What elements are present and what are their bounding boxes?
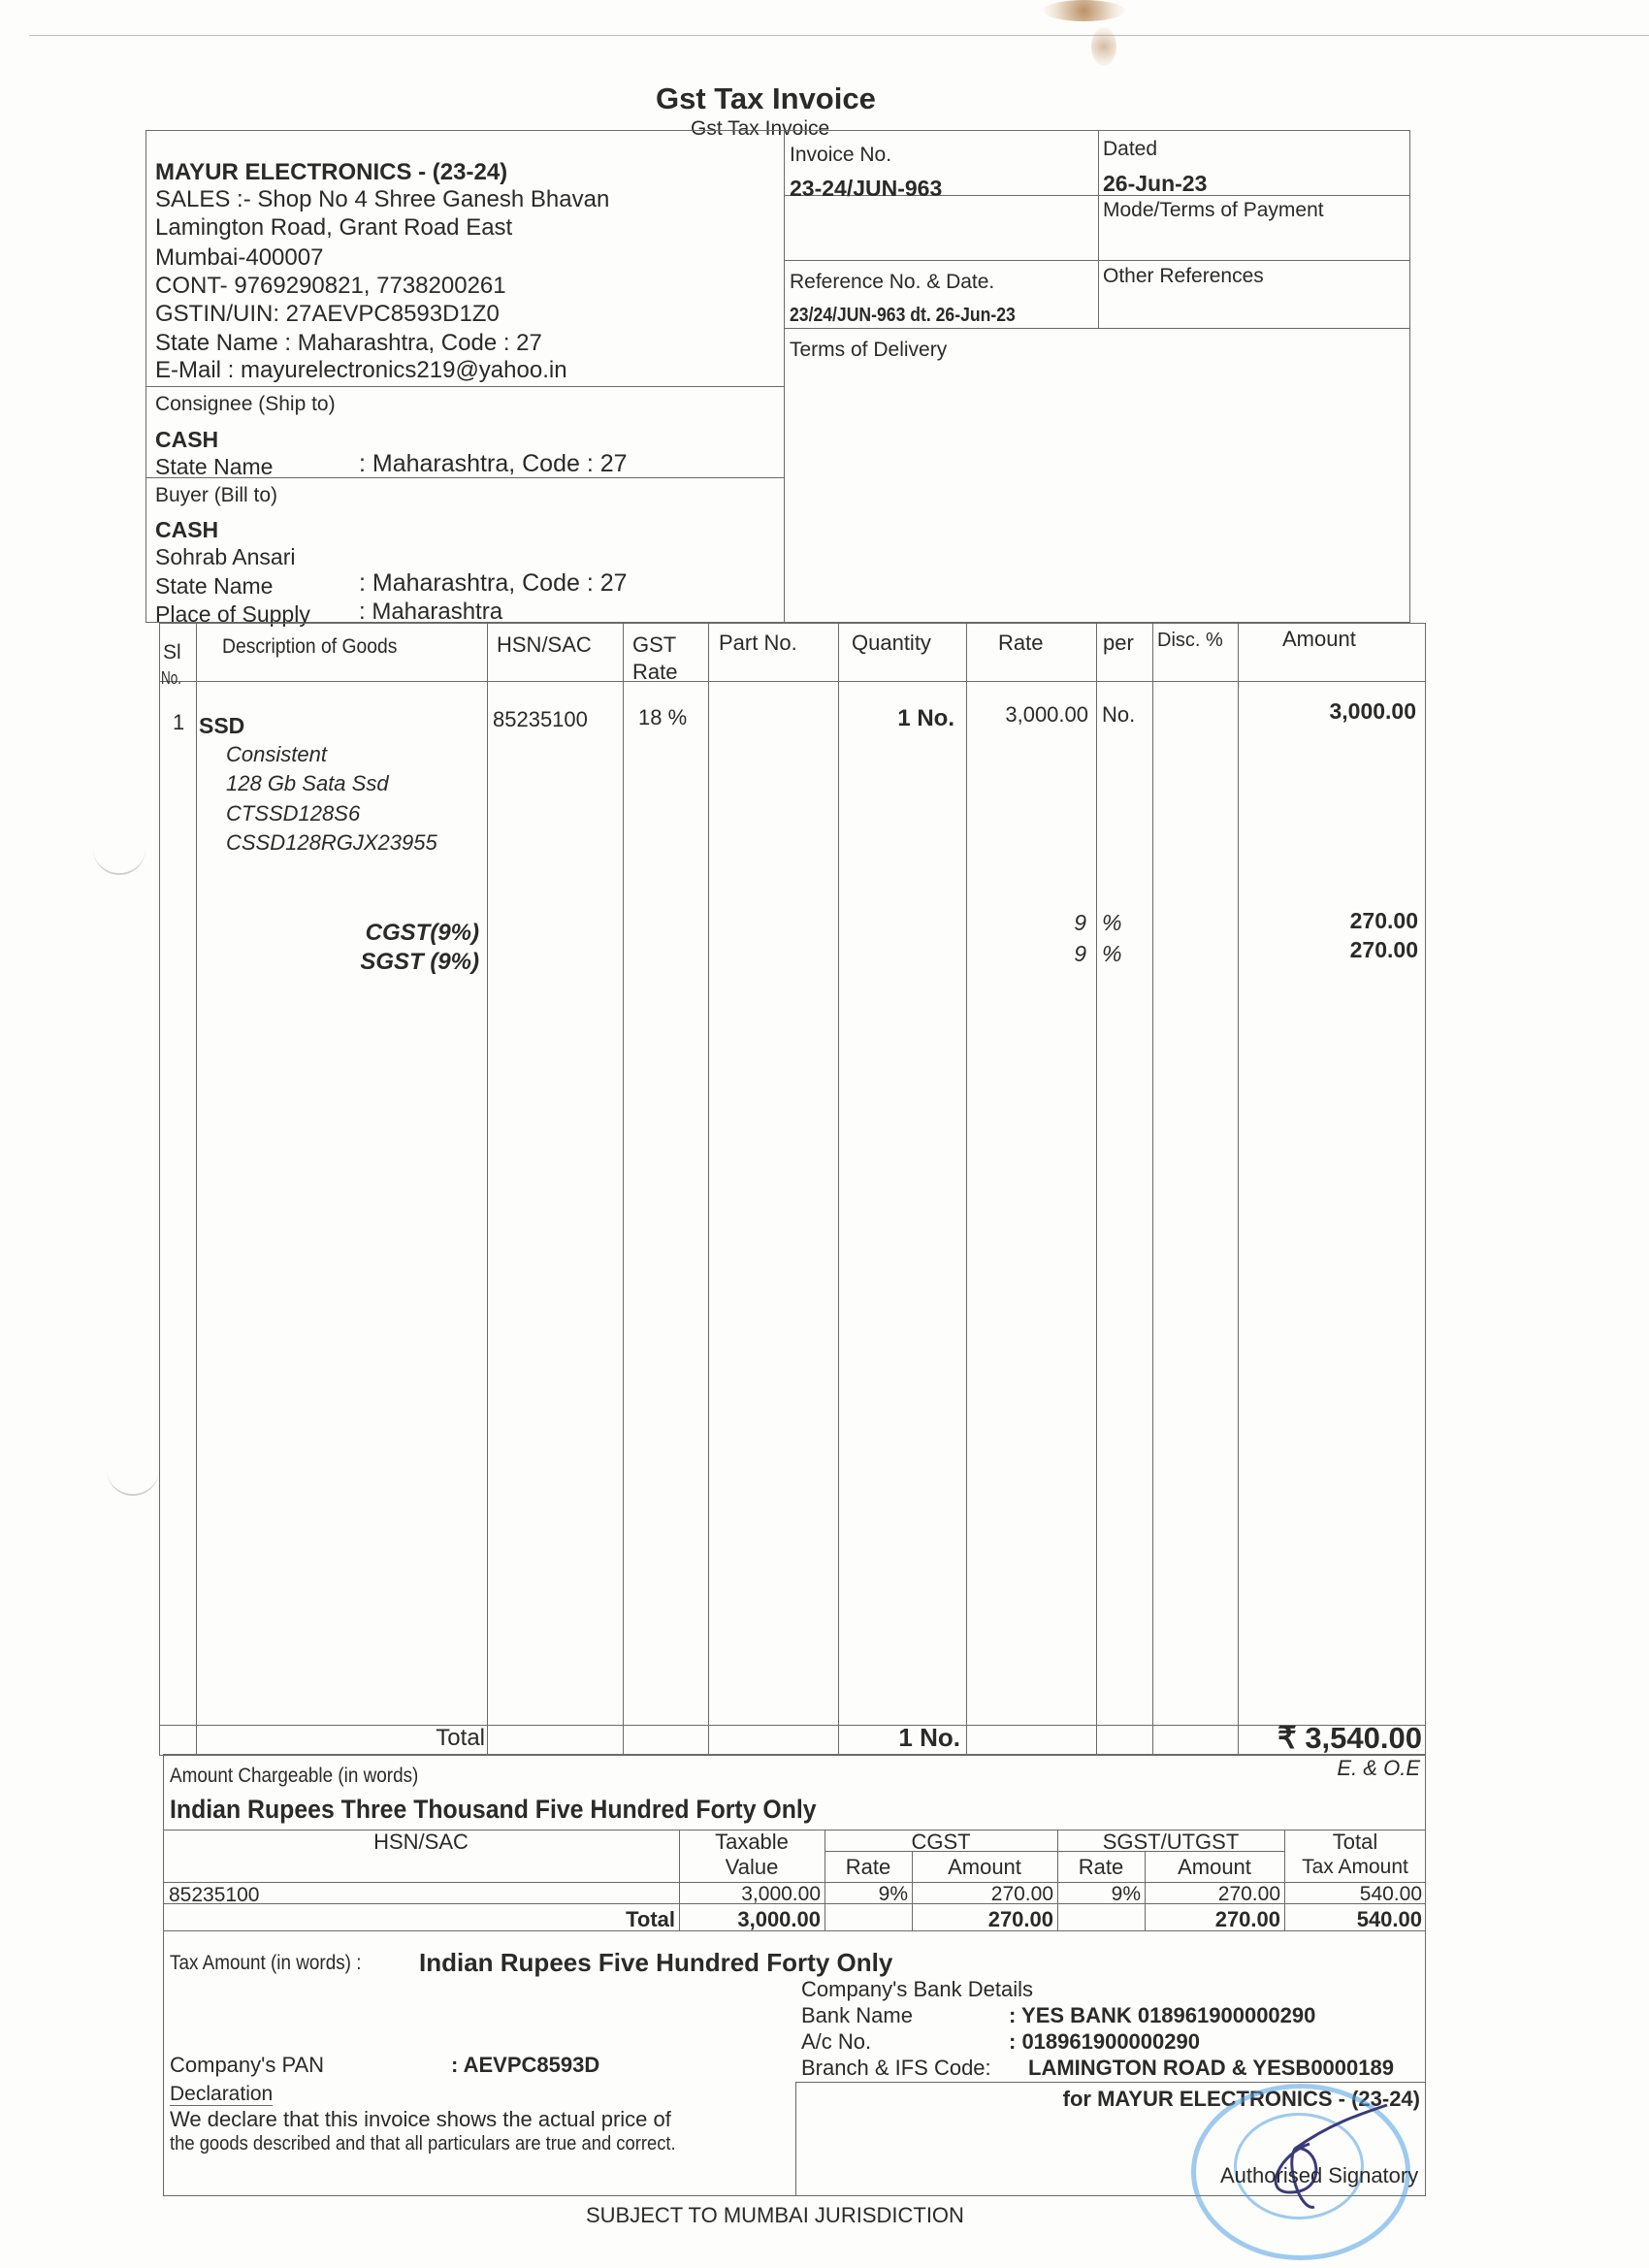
col-header-disc: Disc. % bbox=[1157, 630, 1223, 651]
item-detail: Consistent bbox=[226, 742, 327, 766]
invoice-subtitle: Gst Tax Invoice bbox=[691, 117, 830, 140]
punch-hole-mark bbox=[93, 844, 146, 875]
jurisdiction-note: SUBJECT TO MUMBAI JURISDICTION bbox=[586, 2203, 964, 2227]
eoe-note: E. & O.E bbox=[1337, 1756, 1420, 1780]
amount-words-label: Amount Chargeable (in words) bbox=[170, 1765, 419, 1787]
summary-header-total: Total bbox=[1332, 1830, 1378, 1854]
item-detail: CTSSD128S6 bbox=[226, 801, 361, 826]
cgst-percent: % bbox=[1102, 910, 1122, 935]
seller-name: MAYUR ELECTRONICS - (23-24) bbox=[155, 159, 508, 185]
summary-header-sgst-rate: Rate bbox=[1078, 1855, 1124, 1879]
col-header-quantity: Quantity bbox=[852, 631, 931, 655]
col-divider bbox=[487, 623, 488, 1756]
other-references-label: Other References bbox=[1103, 265, 1264, 287]
meta-divider bbox=[1098, 130, 1099, 328]
sgst-label: SGST (9%) bbox=[360, 949, 479, 975]
summary-header-cgst-amount: Amount bbox=[948, 1855, 1021, 1879]
sgst-rate: 9 bbox=[1074, 941, 1086, 966]
buyer-state-value: : Maharashtra, Code : 27 bbox=[359, 569, 628, 597]
summary-header-cgst-rate: Rate bbox=[845, 1855, 891, 1879]
summary-header-sgst-amount: Amount bbox=[1178, 1855, 1251, 1879]
items-total-quantity: 1 No. bbox=[898, 1723, 960, 1752]
cgst-rate: 9 bbox=[1074, 910, 1086, 935]
col-divider bbox=[708, 623, 709, 1756]
place-of-supply-value: : Maharashtra bbox=[359, 599, 503, 625]
account-no-label: A/c No. bbox=[801, 2029, 872, 2054]
reference-value: 23/24/JUN-963 dt. 26-Jun-23 bbox=[790, 305, 1016, 326]
bank-heading: Company's Bank Details bbox=[801, 1977, 1033, 2001]
branch-ifsc-label: Branch & IFS Code: bbox=[801, 2056, 991, 2080]
cgst-amount: 270.00 bbox=[1349, 908, 1418, 933]
col-header-rate: Rate bbox=[998, 631, 1044, 655]
summary-total-tax: 540.00 bbox=[1359, 1883, 1422, 1905]
col-header-sl-no: No. bbox=[161, 668, 182, 688]
col-header-amount: Amount bbox=[1282, 627, 1356, 651]
col-header-per: per bbox=[1103, 631, 1134, 655]
coffee-stain bbox=[1043, 0, 1125, 21]
reference-label: Reference No. & Date. bbox=[790, 271, 995, 293]
item-gst-rate: 18 % bbox=[638, 705, 688, 729]
buyer-label: Buyer (Bill to) bbox=[155, 484, 278, 506]
dated-label: Dated bbox=[1103, 138, 1158, 160]
col-divider bbox=[1096, 623, 1097, 1756]
seller-divider bbox=[146, 386, 784, 387]
bank-name-label: Bank Name bbox=[801, 2003, 913, 2027]
seller-contact: CONT- 9769290821, 7738200261 bbox=[155, 273, 506, 299]
branch-ifsc-value: LAMINGTON ROAD & YESB0000189 bbox=[1028, 2056, 1394, 2080]
summary-header-cgst: CGST bbox=[911, 1830, 971, 1854]
declaration-text: We declare that this invoice shows the actual price of bbox=[170, 2107, 671, 2131]
invoice-title: Gst Tax Invoice bbox=[656, 81, 876, 115]
payment-terms-label: Mode/Terms of Payment bbox=[1103, 199, 1324, 221]
summary-header-taxable-value: Value bbox=[725, 1855, 779, 1879]
summary-header-tax-amount: Tax Amount bbox=[1302, 1856, 1408, 1878]
summary-cgst-rate: 9% bbox=[878, 1883, 908, 1905]
summary-header-sgst: SGST/UTGST bbox=[1102, 1830, 1240, 1854]
item-rate: 3,000.00 bbox=[1005, 702, 1088, 727]
items-header-line bbox=[159, 681, 1426, 682]
col-divider bbox=[1152, 623, 1153, 1756]
summary-total-taxable: 3,000.00 bbox=[737, 1907, 821, 1931]
item-detail: 128 Gb Sata Ssd bbox=[226, 771, 389, 795]
buyer-contact: Sohrab Ansari bbox=[155, 544, 296, 569]
invoice-no-value: 23-24/JUN-963 bbox=[790, 176, 943, 201]
summary-total-label: Total bbox=[626, 1907, 675, 1931]
amount-in-words: Indian Rupees Three Thousand Five Hundred Forty Only bbox=[170, 1795, 817, 1824]
scan-fold-line bbox=[29, 35, 1649, 36]
place-of-supply-label: Place of Supply bbox=[155, 601, 310, 627]
col-divider bbox=[966, 623, 967, 1756]
summary-cgst-amount: 270.00 bbox=[990, 1883, 1053, 1905]
items-total-line bbox=[159, 1725, 1426, 1726]
col-divider bbox=[1238, 623, 1239, 1756]
consignee-name: CASH bbox=[155, 427, 219, 452]
meta-row-line bbox=[784, 260, 1410, 261]
authorised-signatory: Authorised Signatory bbox=[1220, 2163, 1419, 2187]
item-sl: 1 bbox=[173, 710, 185, 734]
meta-row-line bbox=[784, 328, 1410, 329]
bank-name-value: : YES BANK 018961900000290 bbox=[1009, 2003, 1316, 2027]
col-header-hsn: HSN/SAC bbox=[497, 632, 592, 657]
items-total-label: Total bbox=[436, 1725, 485, 1751]
seller-email: E-Mail : mayurelectronics219@yahoo.in bbox=[155, 357, 567, 383]
summary-hsn: 85235100 bbox=[169, 1884, 260, 1906]
seller-city: Mumbai-400007 bbox=[155, 244, 324, 271]
account-no-value: : 018961900000290 bbox=[1009, 2029, 1200, 2054]
coffee-stain-drip bbox=[1091, 27, 1116, 66]
summary-total-sgst: 270.00 bbox=[1214, 1907, 1280, 1931]
summary-total-cgst: 270.00 bbox=[987, 1907, 1053, 1931]
tax-words-label: Tax Amount (in words) : bbox=[170, 1952, 362, 1974]
terms-of-delivery-label: Terms of Delivery bbox=[790, 339, 948, 361]
seller-address-line: SALES :- Shop No 4 Shree Ganesh Bhavan bbox=[155, 186, 610, 212]
col-header-part-no: Part No. bbox=[719, 631, 797, 655]
consignee-state-label: State Name bbox=[155, 454, 274, 479]
item-amount: 3,000.00 bbox=[1329, 698, 1416, 724]
dated-value: 26-Jun-23 bbox=[1103, 171, 1208, 196]
buyer-name: CASH bbox=[155, 517, 219, 542]
col-divider bbox=[838, 623, 839, 1756]
sgst-amount: 270.00 bbox=[1349, 937, 1418, 962]
seller-address-line: Lamington Road, Grant Road East bbox=[155, 214, 513, 241]
col-header-gst-rate: Rate bbox=[632, 660, 678, 684]
tax-amount-in-words: Indian Rupees Five Hundred Forty Only bbox=[419, 1948, 893, 1977]
signatory-for: for MAYUR ELECTRONICS - (23-24) bbox=[1062, 2087, 1420, 2111]
item-hsn: 85235100 bbox=[493, 707, 588, 731]
summary-sgst-amount: 270.00 bbox=[1217, 1883, 1280, 1905]
sgst-percent: % bbox=[1102, 941, 1122, 966]
seller-gstin: GSTIN/UIN: 27AEVPC8593D1Z0 bbox=[155, 301, 500, 327]
col-divider bbox=[196, 623, 197, 1756]
col-header-description: Description of Goods bbox=[222, 635, 398, 658]
items-total-amount: ₹ 3,540.00 bbox=[1277, 1721, 1422, 1755]
invoice-no-label: Invoice No. bbox=[790, 144, 892, 166]
pan-value: : AEVPC8593D bbox=[451, 2053, 600, 2077]
declaration-label: Declaration bbox=[170, 2083, 274, 2105]
summary-taxable: 3,000.00 bbox=[741, 1883, 821, 1905]
col-header-sl: Sl bbox=[163, 641, 181, 664]
consignee-state-value: : Maharashtra, Code : 27 bbox=[359, 450, 628, 477]
seller-state: State Name : Maharashtra, Code : 27 bbox=[155, 330, 542, 356]
declaration-text: the goods described and that all particulars are true and correct. bbox=[170, 2133, 676, 2155]
item-name: SSD bbox=[199, 713, 245, 738]
header-divider bbox=[784, 130, 785, 623]
summary-total-tax-amount: 540.00 bbox=[1356, 1907, 1422, 1931]
summary-sgst-rate: 9% bbox=[1111, 1883, 1141, 1905]
col-divider bbox=[623, 623, 624, 1756]
item-detail: CSSD128RGJX23955 bbox=[226, 830, 437, 855]
pan-label: Company's PAN bbox=[170, 2053, 325, 2077]
punch-hole-mark bbox=[107, 1465, 159, 1496]
col-header-gst: GST bbox=[632, 632, 677, 657]
item-quantity: 1 No. bbox=[897, 705, 954, 731]
cgst-label: CGST(9%) bbox=[365, 920, 479, 946]
summary-header-taxable: Taxable bbox=[715, 1830, 789, 1854]
consignee-label: Consignee (Ship to) bbox=[155, 393, 336, 415]
item-per: No. bbox=[1102, 702, 1136, 727]
summary-header-hsn: HSN/SAC bbox=[373, 1830, 469, 1854]
buyer-state-label: State Name bbox=[155, 573, 274, 599]
